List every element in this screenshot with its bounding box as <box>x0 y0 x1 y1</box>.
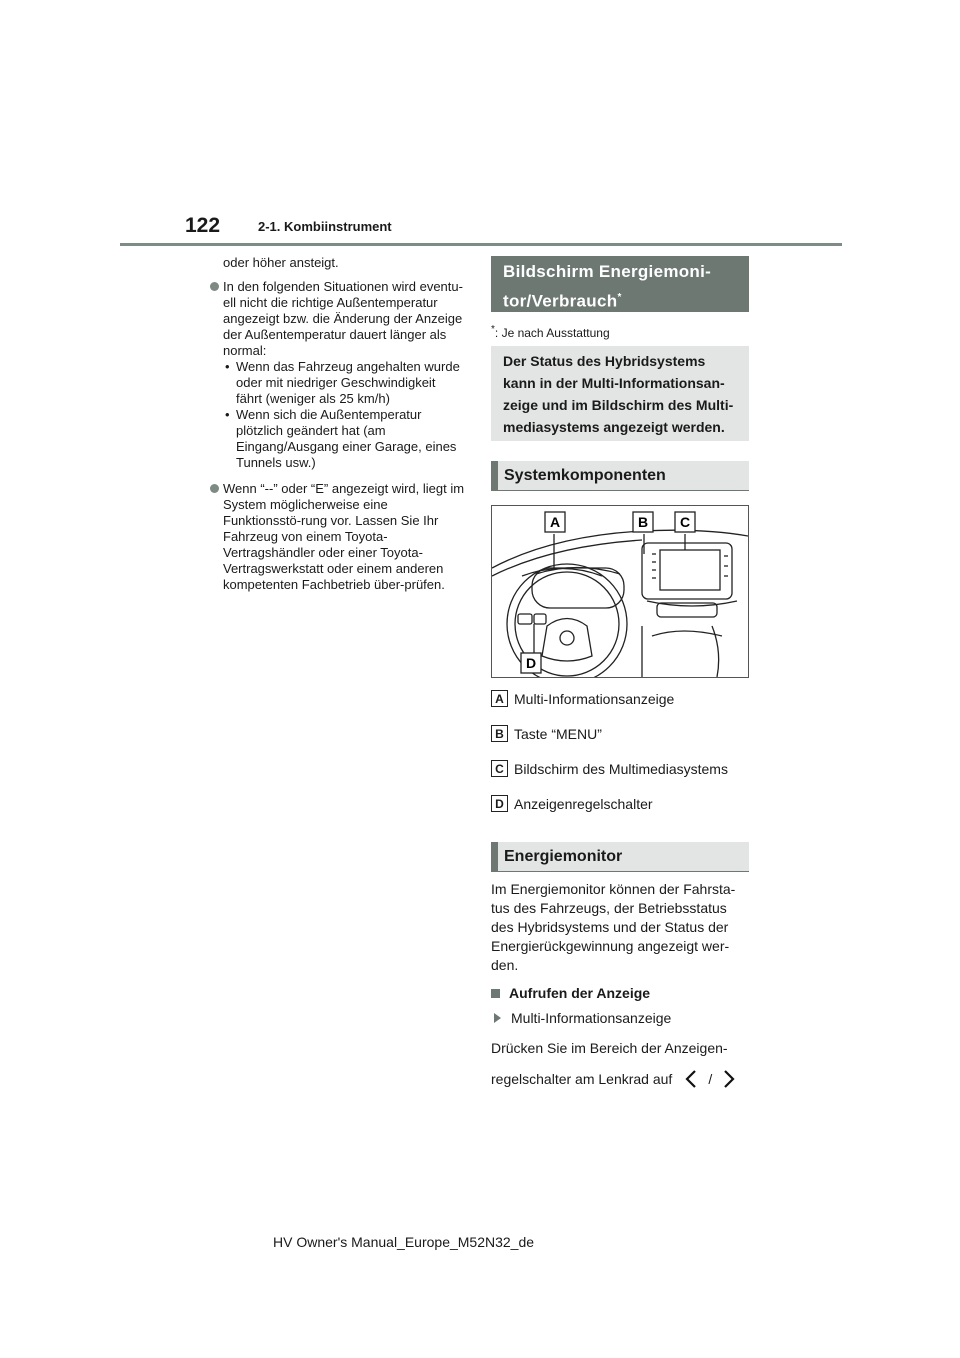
legend-letter: D <box>491 795 508 812</box>
triangle-bullet-icon <box>494 1013 501 1023</box>
bullet-item <box>210 481 465 593</box>
subheading <box>491 985 650 1001</box>
legend-item-d <box>491 795 653 812</box>
callout-a <box>545 512 565 532</box>
sub-item-text: Wenn das Fahrzeug angehalten wurde oder mit niedriger Geschwindigkeit fährt (weniger als 25 km/h) <box>236 359 460 406</box>
header-rule <box>120 243 842 246</box>
legend-text: Multi-Informationsanzeige <box>514 690 675 707</box>
sub-item: • Wenn das Fahrzeug angehalten wurde oder mit niedriger Geschwindigkeit fährt (weniger als 25 km/h) <box>225 359 460 406</box>
instruction-line-1: Drücken Sie im Bereich der Anzeigen- <box>491 1040 728 1056</box>
banner-line-2: tor/Verbrauch <box>503 291 618 311</box>
svg-text:B: B <box>637 514 649 530</box>
banner-line-1: Bildschirm Energiemoni- <box>503 262 712 281</box>
arrow-item <box>491 1010 671 1026</box>
square-bullet-icon <box>491 989 500 998</box>
legend-letter: A <box>491 690 508 707</box>
banner-footnote-mark: * <box>617 292 622 303</box>
subheading-text: Aufrufen der Anzeige <box>509 985 651 1001</box>
svg-text:A: A <box>549 514 561 530</box>
footnote-mark: * <box>491 324 495 335</box>
energy-description: Im Energiemonitor können der Fahrsta-tus des Fahrzeugs, der Betriebsstatus des Hybridsystems und der Status der Energierückgewinnung angezeigt wer-den. <box>491 881 736 973</box>
legend-text: Taste “MENU” <box>514 725 602 742</box>
callout-c <box>675 512 695 532</box>
legend-letter: B <box>491 725 508 742</box>
bullet-item <box>210 279 465 471</box>
heading-systemkomponenten: Systemkomponenten <box>491 461 749 491</box>
svg-text:C: C <box>679 514 691 530</box>
section-title: 2-1. Kombiinstrument <box>258 219 392 234</box>
legend-letter: C <box>491 760 508 777</box>
footnote <box>491 324 610 340</box>
dashboard-illustration <box>492 506 748 677</box>
callout-b <box>633 512 653 532</box>
bullet-dot-icon <box>210 282 219 291</box>
bullet-text: Wenn “--” oder “E” angezeigt wird, liegt im System möglicherweise eine Funktionsstö-rung vor. Lassen Sie Ihr Fahrzeug von einem Toyota-Vertragshändler oder einer Toyota-Vertragswerkstatt oder einem anderen kompetenten Fachbetrieb über-prüfen. <box>223 481 465 592</box>
bullet-dot-icon <box>210 484 219 493</box>
chevron-left-icon <box>680 1068 702 1090</box>
page-number: 122 <box>185 214 221 237</box>
slash-separator: / <box>708 1071 713 1087</box>
status-box: Der Status des Hybridsystems kann in der Multi-Informationsan-zeige und im Bildschirm des Multi-mediasystems angezeigt werden. <box>491 346 749 441</box>
instruction-line-2-text: regelschalter am Lenkrad auf <box>491 1071 673 1087</box>
left-column <box>210 255 465 603</box>
dashboard-figure <box>491 505 749 678</box>
section-banner <box>491 256 749 312</box>
footnote-text: : Je nach Ausstattung <box>494 326 610 340</box>
sub-item-text: Wenn sich die Außentemperatur plötzlich geändert hat (am Eingang/Ausgang einer Garage, eines Tunnels usw.) <box>236 407 457 470</box>
heading-energiemonitor: Energiemonitor <box>491 842 749 872</box>
arrow-item-text: Multi-Informationsanzeige <box>511 1010 672 1026</box>
bullet-text: In den folgenden Situationen wird eventu-ell nicht die richtige Außentemperatur angezeigt bzw. die Änderung der Anzeige der Außentemperatur dauert länger als normal: <box>223 279 463 358</box>
legend-text: Anzeigenregelschalter <box>514 795 653 812</box>
instruction-line-2 <box>491 1068 740 1090</box>
continuation-text: oder höher ansteigt. <box>223 255 339 270</box>
footer-text: HV Owner's Manual_Europe_M52N32_de <box>273 1234 535 1250</box>
legend-item-a <box>491 690 674 707</box>
chevron-right-icon <box>718 1068 740 1090</box>
legend-item-b <box>491 725 602 742</box>
sub-item: • Wenn sich die Außentemperatur plötzlich geändert hat (am Eingang/Ausgang einer Garage, eines Tunnels usw.) <box>225 407 457 470</box>
legend-text: Bildschirm des Multimediasystems <box>514 760 728 777</box>
legend-item-c <box>491 760 728 777</box>
callout-d <box>521 653 541 673</box>
svg-text:D: D <box>525 655 537 671</box>
